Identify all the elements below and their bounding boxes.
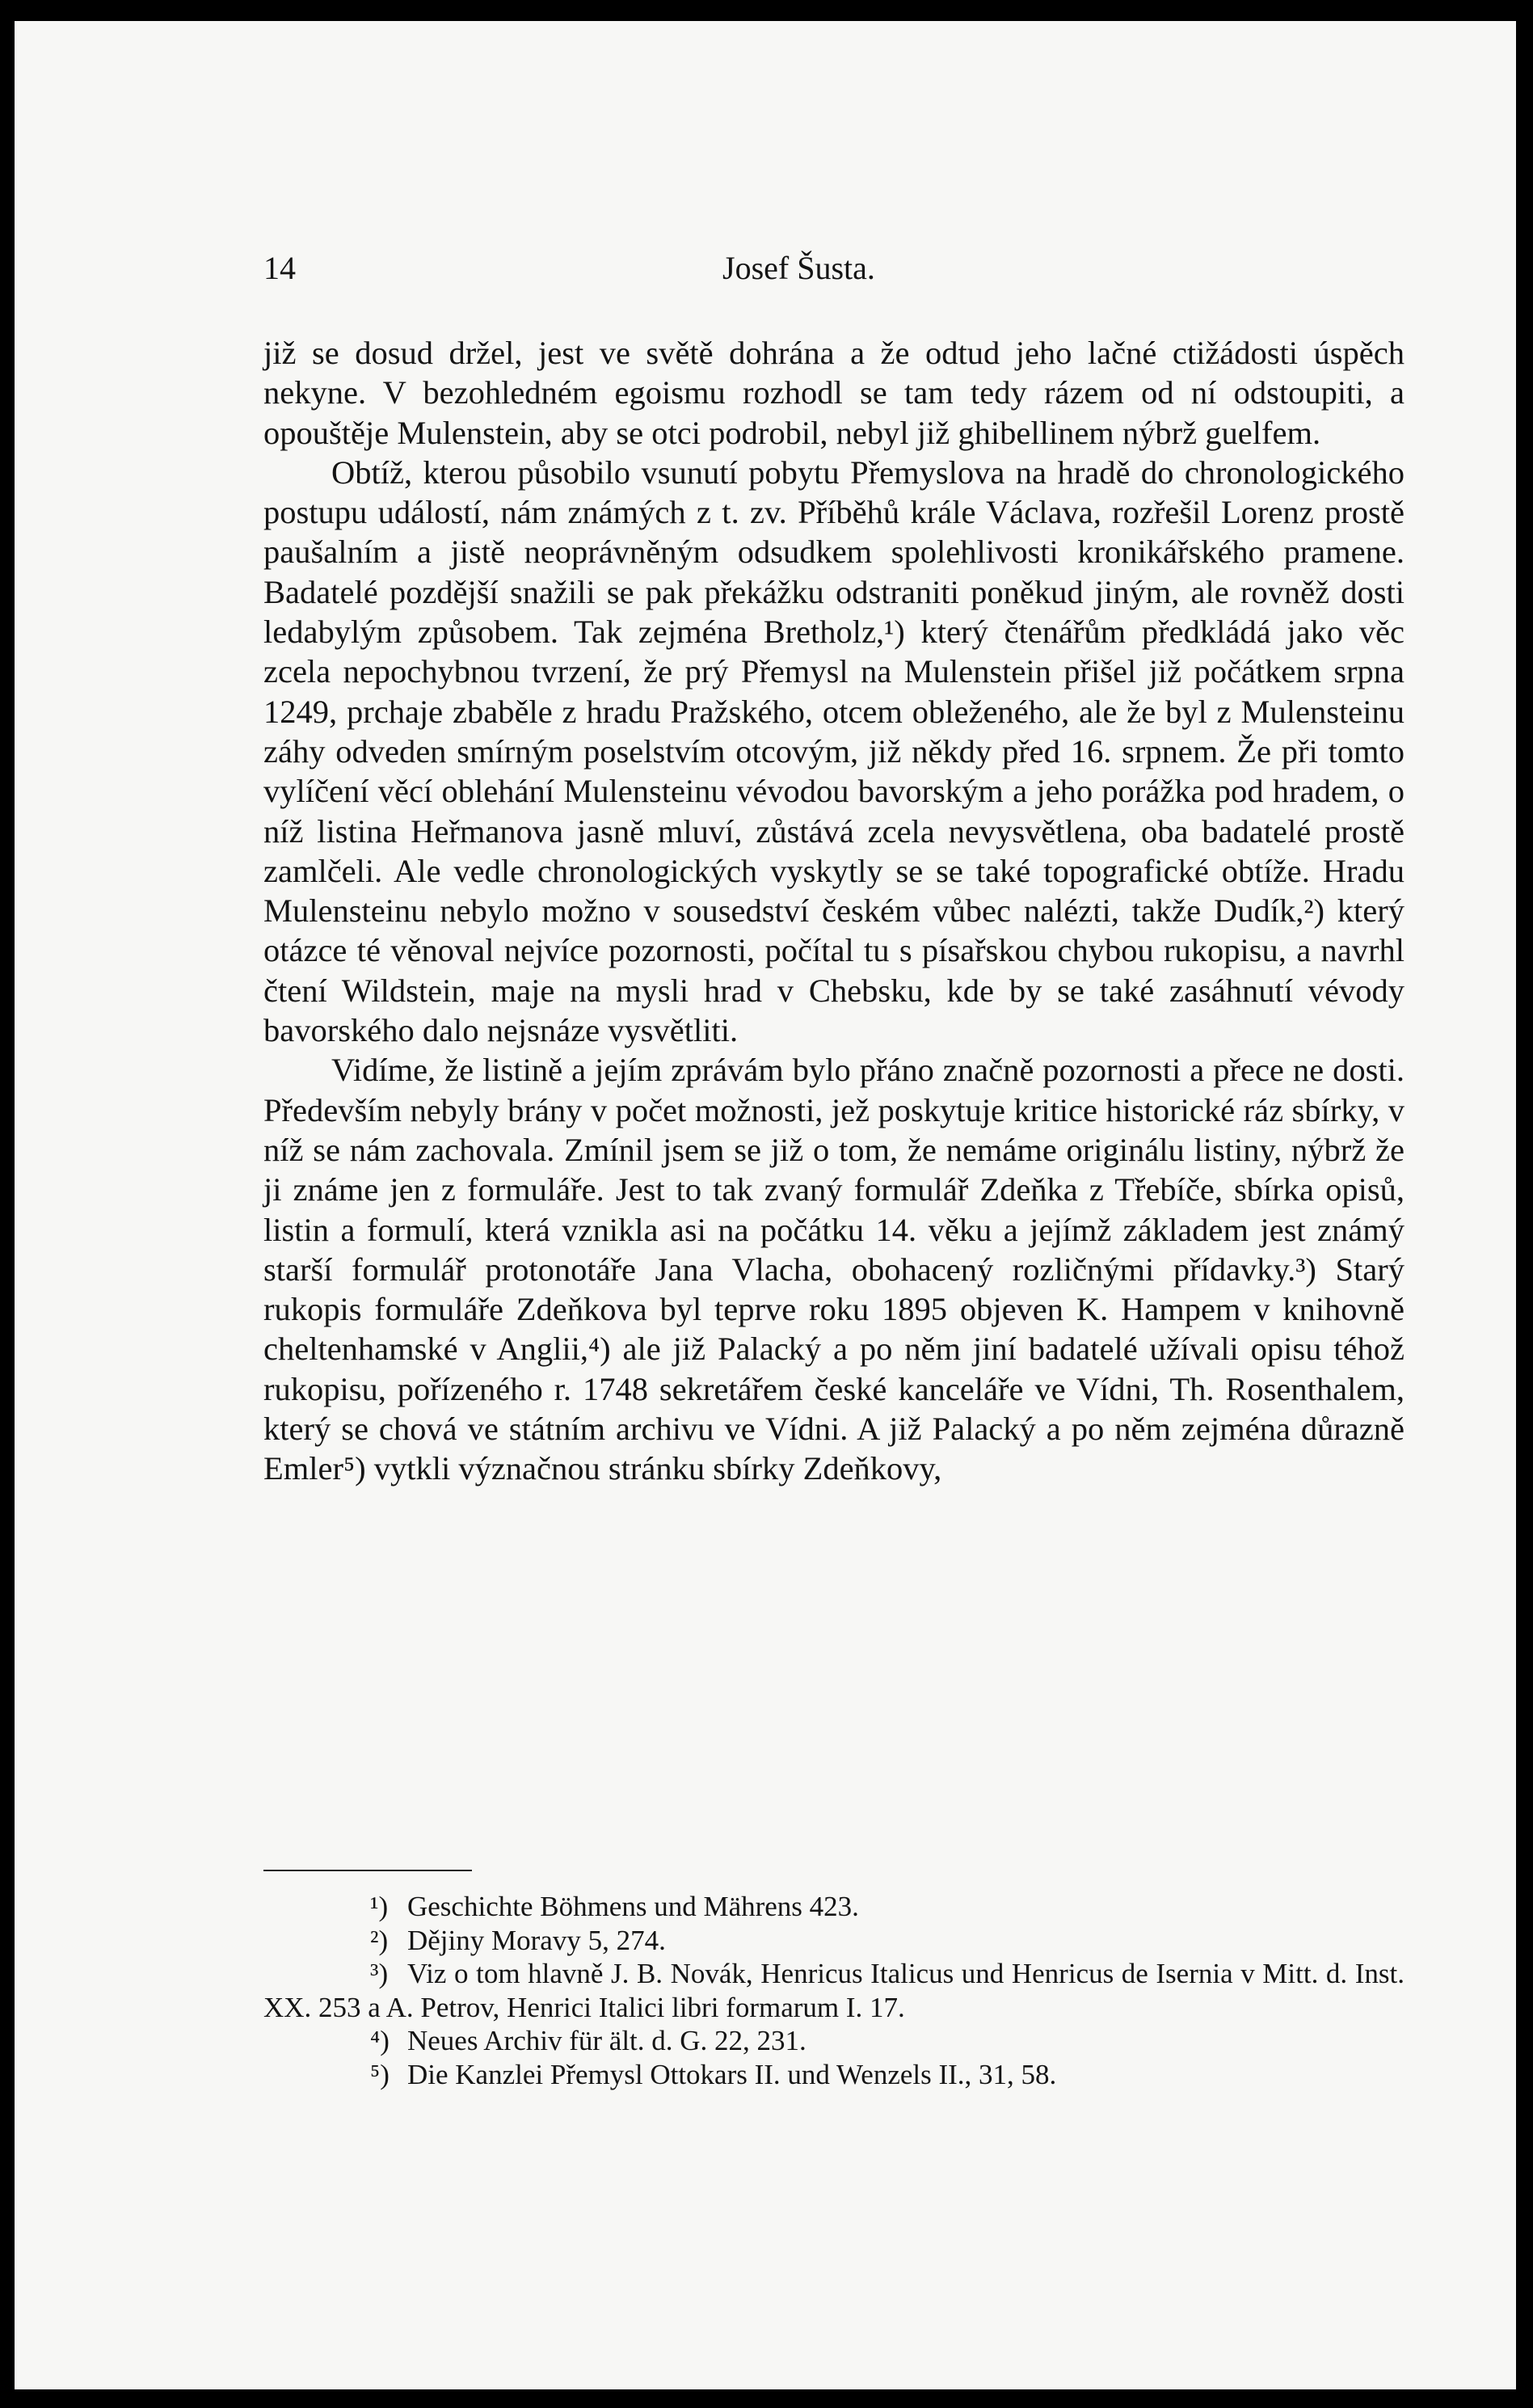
page-header <box>15 249 1516 297</box>
paragraph-3: Vidíme, že listině a jejím zprávám bylo přáno značně pozornosti a přece ne dosti. Především nebyly brány v počet možnosti, jež poskytuje kritice historické ráz sbírky, v níž se nám zachovala. Zmínil jsem se již o tom, že nemáme originálu listiny, nýbrž že ji známe jen z formuláře. Jest to tak zvaný formulář Zdeňka z Třebíče, sbírka opisů, listin a formulí, která vznikla asi na počátku 14. věku a jejímž základem jest známý starší formulář protonotáře Jana Vlacha, obohacený rozličnými přídavky.³) Starý rukopis formuláře Zdeňkova byl teprve roku 1895 objeven K. Hampem v knihovně cheltenhamské v Anglii,⁴) ale již Palacký a po něm jiní badatelé užívali opisu téhož rukopisu, pořízeného r. 1748 sekretářem české kanceláře ve Vídni, Th. Rosenthalem, který se chová ve státním archivu ve Vídni. A již Palacký a po něm zejména důrazně Emler⁵) vytkli význačnou stránku sbírky Zdeňkovy, <box>263 1052 1405 1487</box>
running-head: Josef Šusta. <box>722 250 875 286</box>
footnote-text: Dějiny Moravy 5, 274. <box>407 1924 666 1956</box>
footnote-2 <box>263 1924 1405 1958</box>
paragraph-1: již se dosud držel, jest ve světě dohrána a že odtud jeho lačné ctižádosti úspěch nekyne. V bezohledném egoismu rozhodl se tam tedy rázem od ní odstoupiti, a opouštěje Mulenstein, aby se otci podrobil, nebyl již ghibellinem nýbrž guelfem. <box>263 335 1405 451</box>
paragraph-2: Obtíž, kterou působilo vsunutí pobytu Přemyslova na hradě do chronologického postupu událostí, nám známých z t. zv. Příběhů krále Václava, rozřešil Lorenz prostě paušalním a jistě neoprávněným odsudkem spolehlivosti kronikářského pramene. Badatelé pozdější snažili se pak překážku odstraniti poněkud jiným, ale rovněž dosti ledabylým způsobem. Tak zejména Bretholz,¹) který čtenářům předkládá jako věc zcela nepochybnou tvrzení, že prý Přemysl na Mulenstein přišel již počátkem srpna 1249, prchaje zbaběle z hradu Pražského, otcem obleženého, ale že byl z Mulensteinu záhy odveden smírným poselstvím otcovým, již někdy před 16. srpnem. Že při tomto vylíčení věcí oblehání Mulensteinu vévodou bavorským a jeho porážka pod hradem, o níž listina Heřmanova jasně mluví, zůstává zcela nevysvětlena, oba badatelé prostě zamlčeli. Ale vedle chronologických vyskytly se se také topografické obtíže. Hradu Mulensteinu nebylo možno v sousedství českém vůbec nalézti, takže Dudík,²) který otázce té věnoval nejvíce pozornosti, počítal tu s písařskou chybou rukopisu, a navrhl čtení Wildstein, maje na mysli hrad v Chebsku, kde by se také zasáhnutí vévody bavorského dalo nejsnáze vysvětliti. <box>263 453 1405 1049</box>
footnote-mark: ¹) <box>370 1891 389 1922</box>
book-page <box>15 21 1516 2389</box>
footnote-5 <box>263 2058 1405 2092</box>
page-number: 14 <box>263 250 296 286</box>
body-text <box>263 333 1405 1489</box>
footnote-mark: ⁵) <box>370 2058 390 2090</box>
footnote-mark: ⁴) <box>370 2025 390 2056</box>
footnote-text: Die Kanzlei Přemysl Ottokars II. und Wenzels II., 31, 58. <box>407 2058 1057 2090</box>
footnote-mark: ³) <box>370 1958 389 1989</box>
footnotes <box>263 1890 1405 2091</box>
footnote-mark: ²) <box>370 1924 389 1956</box>
footnote-3 <box>263 1957 1405 2024</box>
footnote-1 <box>263 1890 1405 1924</box>
footnote-text: Viz o tom hlavně J. B. Novák, Henricus Italicus und Henricus de Isernia v Mitt. d. Inst. XX. 253 a A. Petrov, Henrici Italici libri formarum I. 17. <box>263 1958 1405 2023</box>
footnote-text: Geschichte Böhmens und Mährens 423. <box>407 1891 859 1922</box>
footnote-4 <box>263 2024 1405 2058</box>
footnote-separator <box>263 1870 472 1871</box>
footnote-text: Neues Archiv für ält. d. G. 22, 231. <box>407 2025 807 2056</box>
